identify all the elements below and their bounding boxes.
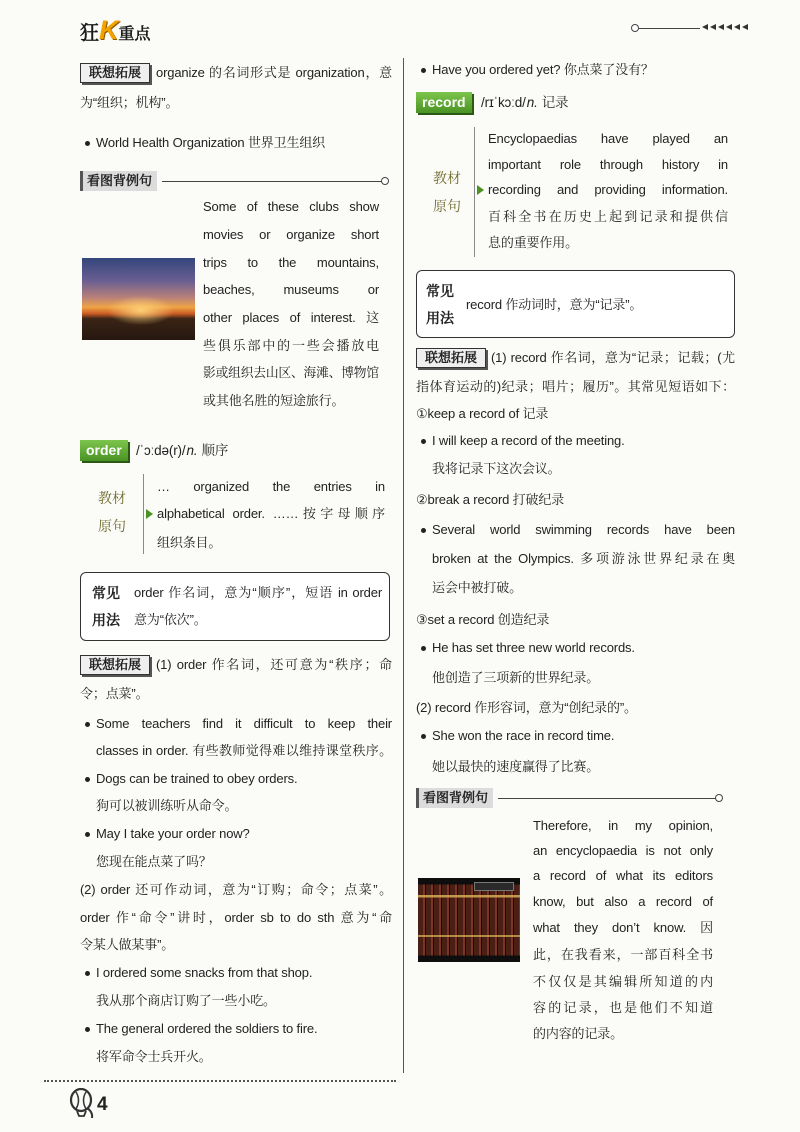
example-line: I ordered some snacks from that shop. (96, 965, 313, 980)
textbook-sentence-line: 息的重要作用。 (488, 235, 578, 250)
verb-note-line: 令某人做某事”。 (80, 937, 175, 952)
example-line: classes in order. 有些教师觉得难以维持课堂秩序。 (96, 743, 392, 758)
picture-sentence-line: 不仅仅是其编辑所知道的内 (533, 974, 713, 989)
picture-sentence-line: trips to the mountains, (203, 255, 379, 270)
rule-end-ring-icon (381, 177, 389, 185)
page-number: 4 (97, 1094, 108, 1115)
example-line: The general ordered the soldiers to fire. (96, 1021, 318, 1036)
bullet-icon (85, 1027, 90, 1032)
picture-sentence-line: know, but also a record of (533, 894, 713, 909)
usage-label-part: 用法 (426, 310, 454, 326)
arrow-left-icon (702, 24, 708, 30)
part-of-speech: n. (186, 443, 198, 458)
example-line: Dogs can be trained to obey orders. (96, 771, 298, 786)
rule-end-ring-icon (715, 794, 723, 802)
textbook-label-part: 原句 (433, 198, 461, 214)
section-rule (498, 798, 716, 799)
phrase-label: ③set a record 创造纪录 (416, 612, 550, 627)
header-rule (639, 28, 700, 29)
picture-sentence-tag: 看图背例句 (80, 171, 157, 191)
bullet-icon (421, 734, 426, 739)
pronunciation-line (136, 441, 228, 461)
pointer-arrow-icon (146, 509, 153, 519)
example-line: She won the race in record time. (432, 728, 615, 743)
bullet-icon (85, 971, 90, 976)
common-usage-label (426, 278, 458, 332)
pronunciation-line (481, 93, 568, 113)
textbook-sentence-label (95, 484, 129, 540)
picture-sentence-line: 影或组织去山区、海滩、博物馆 (203, 365, 379, 380)
usage-label-part: 用法 (92, 612, 120, 628)
picture-sentence-line: 或其他名胜的短途旅行。 (203, 393, 345, 408)
picture-sentence-line: 容的记录，也是他们不知道 (533, 1000, 713, 1015)
textbook-bracket (474, 127, 475, 257)
headword-tag: record (416, 92, 472, 113)
textbook-sentence-label (430, 164, 464, 220)
phrase-label: ①keep a record of 记录 (416, 406, 549, 421)
expand-line: (1) record 作名词，意为“记录；记载；(尤 (491, 350, 735, 365)
usage-label-part: 常见 (92, 585, 120, 601)
common-usage-label (92, 580, 124, 634)
footer-dotted-rule (44, 1080, 396, 1082)
picture-sentence-line: movies or organize short (203, 227, 379, 242)
example-line: He has set three new world records. (432, 640, 635, 655)
expand-line: organize 的名词形式是 organization，意 (156, 65, 392, 80)
example-line: May I take your order now? (96, 826, 250, 841)
example-line: I will keep a record of the meeting. (432, 433, 625, 448)
expand-tag: 联想拓展 (416, 348, 486, 368)
picture-sentence-line: Therefore, in my opinion, (533, 818, 713, 833)
picture-sentence-tag: 看图背例句 (416, 788, 493, 808)
textbook-sentence-line: recording and providing information. (488, 182, 728, 197)
headword-tag: order (80, 440, 128, 461)
expand-line: 令；点菜”。 (80, 686, 149, 701)
sunset-landscape-photo (82, 258, 195, 340)
picture-sentence-line: an encyclopaedia is not only (533, 843, 713, 858)
series-logo (80, 14, 151, 46)
textbook-label-part: 原句 (98, 518, 126, 534)
encyclopaedia-set-photo (418, 878, 520, 962)
example-line: Several world swimming records have been (432, 522, 735, 537)
definition: 顺序 (201, 443, 229, 458)
bullet-icon (85, 141, 90, 146)
arrow-left-icon (710, 24, 716, 30)
example-line: Some teachers find it difficult to keep their (96, 716, 392, 731)
expand-line: (1) order 作名词，还可意为“秩序；命 (156, 657, 392, 672)
example-phrase: World Health Organization 世界卫生组织 (96, 135, 326, 150)
verb-note-line: (2) order 还可作动词，意为“订购；命令；点菜”。 (80, 882, 392, 897)
example-translation: 狗可以被训练听从命令。 (96, 798, 238, 813)
verb-note-line: order 作“命令”讲时，order sb to do sth 意为“命 (80, 910, 392, 925)
picture-sentence-line: other places of interest. 这 (203, 310, 379, 325)
picture-sentence-line: 此，在我看来，一部百科全书 (533, 947, 713, 962)
picture-sentence-line: Some of these clubs show (203, 199, 379, 214)
example-line: Have you ordered yet? 你点菜了没有？ (432, 62, 654, 77)
phrase-label: ②break a record 打破纪录 (416, 492, 565, 507)
section-rule (162, 181, 382, 182)
phonetic: /rɪˈkɔːd/ (481, 95, 526, 110)
textbook-label-part: 教材 (433, 170, 461, 186)
example-translation: 他创造了三项新的世界纪录。 (432, 670, 600, 685)
expand-tag: 联想拓展 (80, 63, 150, 83)
usage-line: record 作动词时，意为“记录”。 (466, 297, 643, 312)
expand-line: 为“组织；机构”。 (80, 95, 179, 110)
textbook-sentence-line: 百科全书在历史上起到记录和提供信 (488, 209, 728, 224)
picture-sentence-line: 的内容的记录。 (533, 1026, 623, 1041)
bullet-icon (85, 777, 90, 782)
bullet-icon (421, 646, 426, 651)
example-line: broken at the Olympics. 多项游泳世界纪录在奥 (432, 551, 735, 566)
example-translation: 我将记录下这次会议。 (432, 461, 561, 476)
textbook-label-part: 教材 (98, 490, 126, 506)
picture-sentence-line: what they don’t know. 因 (533, 920, 713, 935)
textbook-sentence-line: alphabetical order. ……按字母顺序 (157, 506, 385, 521)
picture-sentence-line: beaches, museums or (203, 282, 379, 297)
arrow-row-icon (702, 24, 750, 32)
usage-line: 意为“依次”。 (134, 612, 207, 627)
bullet-icon (85, 722, 90, 727)
textbook-bracket (143, 474, 144, 554)
textbook-sentence-line: 组织条目。 (157, 535, 222, 550)
expand-line: 指体育运动的)纪录；唱片；履历”。其常见短语如下： (416, 379, 735, 394)
bullet-icon (421, 439, 426, 444)
pointer-arrow-icon (477, 185, 484, 195)
example-translation: 她以最快的速度赢得了比赛。 (432, 759, 600, 774)
picture-sentence-line: a record of what its editors (533, 868, 713, 883)
arrow-left-icon (742, 24, 748, 30)
book-title-plate (474, 882, 514, 891)
example-translation: 将军命令士兵开火。 (96, 1049, 212, 1064)
logo-text: 重点 (118, 26, 151, 43)
expand-tag: 联想拓展 (80, 655, 150, 675)
picture-sentence-line: 些俱乐部中的一些会播放电 (203, 338, 379, 353)
arrow-left-icon (734, 24, 740, 30)
textbook-sentence-line: … organized the entries in (157, 479, 385, 494)
example-translation: 您现在能点菜了吗？ (96, 854, 212, 869)
arrow-left-icon (718, 24, 724, 30)
bullet-icon (85, 832, 90, 837)
arrow-left-icon (726, 24, 732, 30)
adjective-note: (2) record 作形容词，意为“创纪录的”。 (416, 700, 637, 715)
logo-k: K (99, 15, 119, 45)
logo-char: 狂 (80, 23, 100, 44)
textbook-sentence-line: important role through history in (488, 157, 728, 172)
usage-line: order 作名词，意为“顺序”，短语 in order (134, 585, 382, 600)
bullet-icon (421, 68, 426, 73)
textbook-sentence-line: Encyclopaedias have played an (488, 131, 728, 146)
balloon-logo-icon (68, 1088, 96, 1120)
column-divider (403, 58, 404, 1073)
bullet-icon (421, 528, 426, 533)
example-translation: 我从那个商店订购了一些小吃。 (96, 993, 276, 1008)
example-translation: 运会中被打破。 (432, 580, 522, 595)
header-ring-icon (631, 24, 639, 32)
definition: 记录 (541, 95, 569, 110)
phonetic: /ˈɔːdə(r)/ (136, 443, 186, 458)
usage-label-part: 常见 (426, 283, 454, 299)
part-of-speech: n. (526, 95, 538, 110)
